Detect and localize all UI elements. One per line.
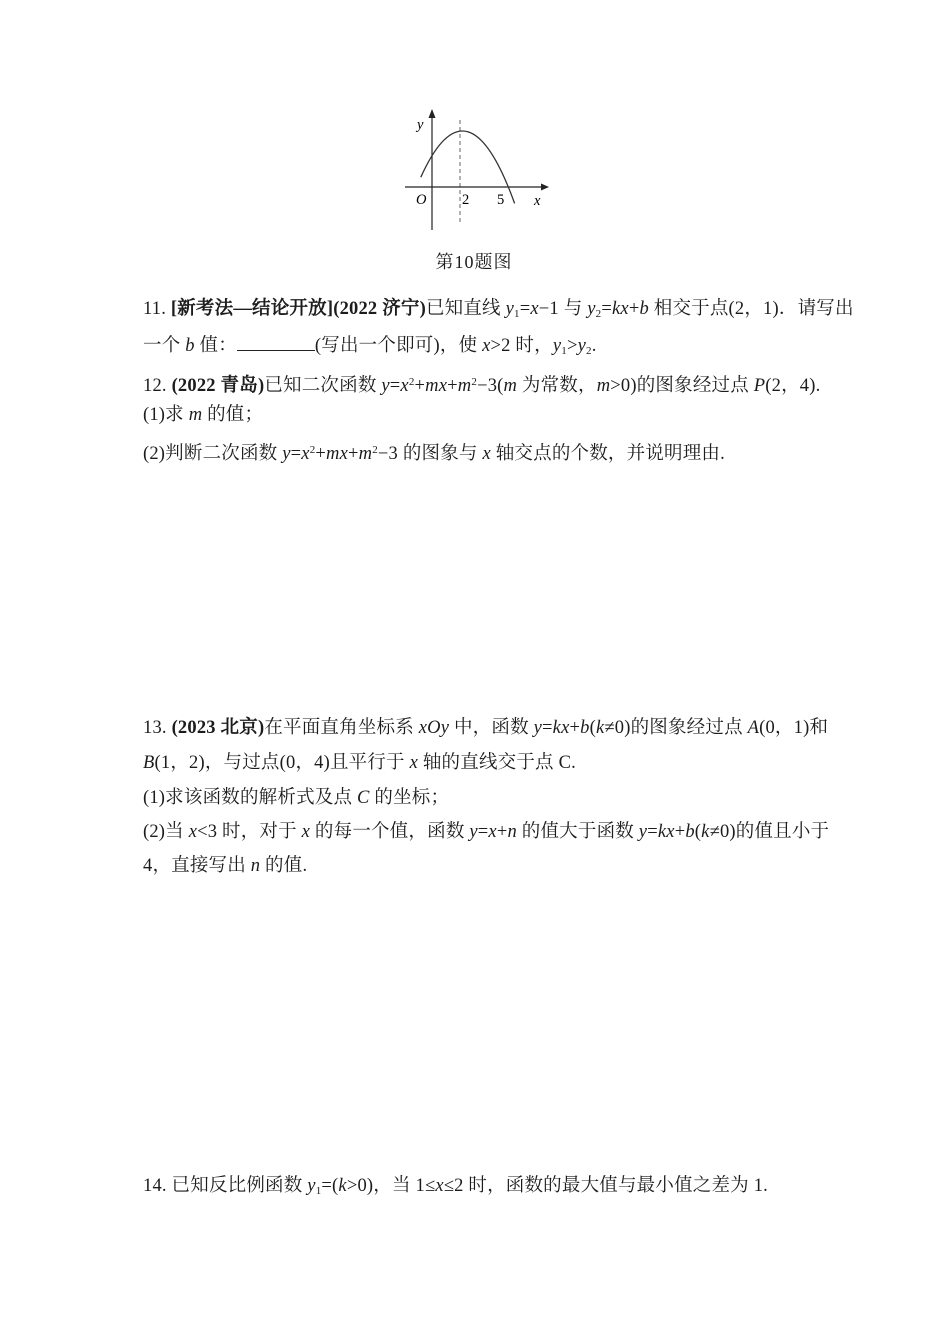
problem-10-figure (398, 106, 550, 276)
origin-label: O (416, 192, 427, 208)
figure-caption: 第10题图 (435, 252, 513, 272)
y-axis-label: y (417, 117, 424, 133)
problem-13-part-2: (2)当 x<3 时，对于 x 的每一个值，函数 y=x+n 的值大于函数 y=kx+b(k≠0)的值且小于 (143, 822, 830, 842)
x-axis-arrow-icon (541, 184, 549, 191)
problem-13-line-2: B(1，2)，与过点(0，4)且平行于 x 轴的直线交于点 C. (143, 753, 576, 773)
problem-14-line-1: 14. 已知反比例函数 $y_1=(k>0)$，当 1≤x≤2 时，函数的最大值与最小值之差为 1. (143, 1176, 768, 1197)
answer-blank (237, 331, 315, 351)
problem-13-part-1: (1)求该函数的解析式及点 C 的坐标； (143, 788, 450, 808)
x-axis-label: x (534, 193, 541, 209)
tick-label-2: 2 (462, 192, 470, 208)
problem-13-line-1: 13. (2023 北京)在平面直角坐标系 xOy 中，函数 y=kx+b(k≠0)的图象经过点 A(0，1)和 (143, 718, 829, 738)
problem-11-line-2: 一个 b 值： (写出一个即可)，使 x>2 时，$y_1>y_2$. (143, 331, 597, 363)
parabola-graph (398, 106, 550, 238)
tick-label-5: 5 (497, 192, 505, 208)
problem-12-part-2: (2)判断二次函数 $y=x^2+mx+m^2-3$ 的图象与 x 轴交点的个数，并说明理由. (143, 444, 725, 464)
y-axis-arrow-icon (429, 109, 436, 118)
problem-12-part-1: (1)求 m 的值； (143, 405, 264, 425)
problem-12-line-1: 12. (2022 青岛)已知二次函数 $y=x^2+mx+m^2-3(m$ 为常数，m>0)的图象经过点 P(2，4). (143, 376, 821, 396)
problem-13-part-2-cont: 4，直接写出 n 的值. (143, 856, 308, 876)
problem-11-line-1: 11. [新考法—结论开放](2022 济宁)已知直线 $y_1=x-1$ 与 $y_2=kx+b$ 相交于点(2，1)．请写出 (143, 299, 854, 320)
